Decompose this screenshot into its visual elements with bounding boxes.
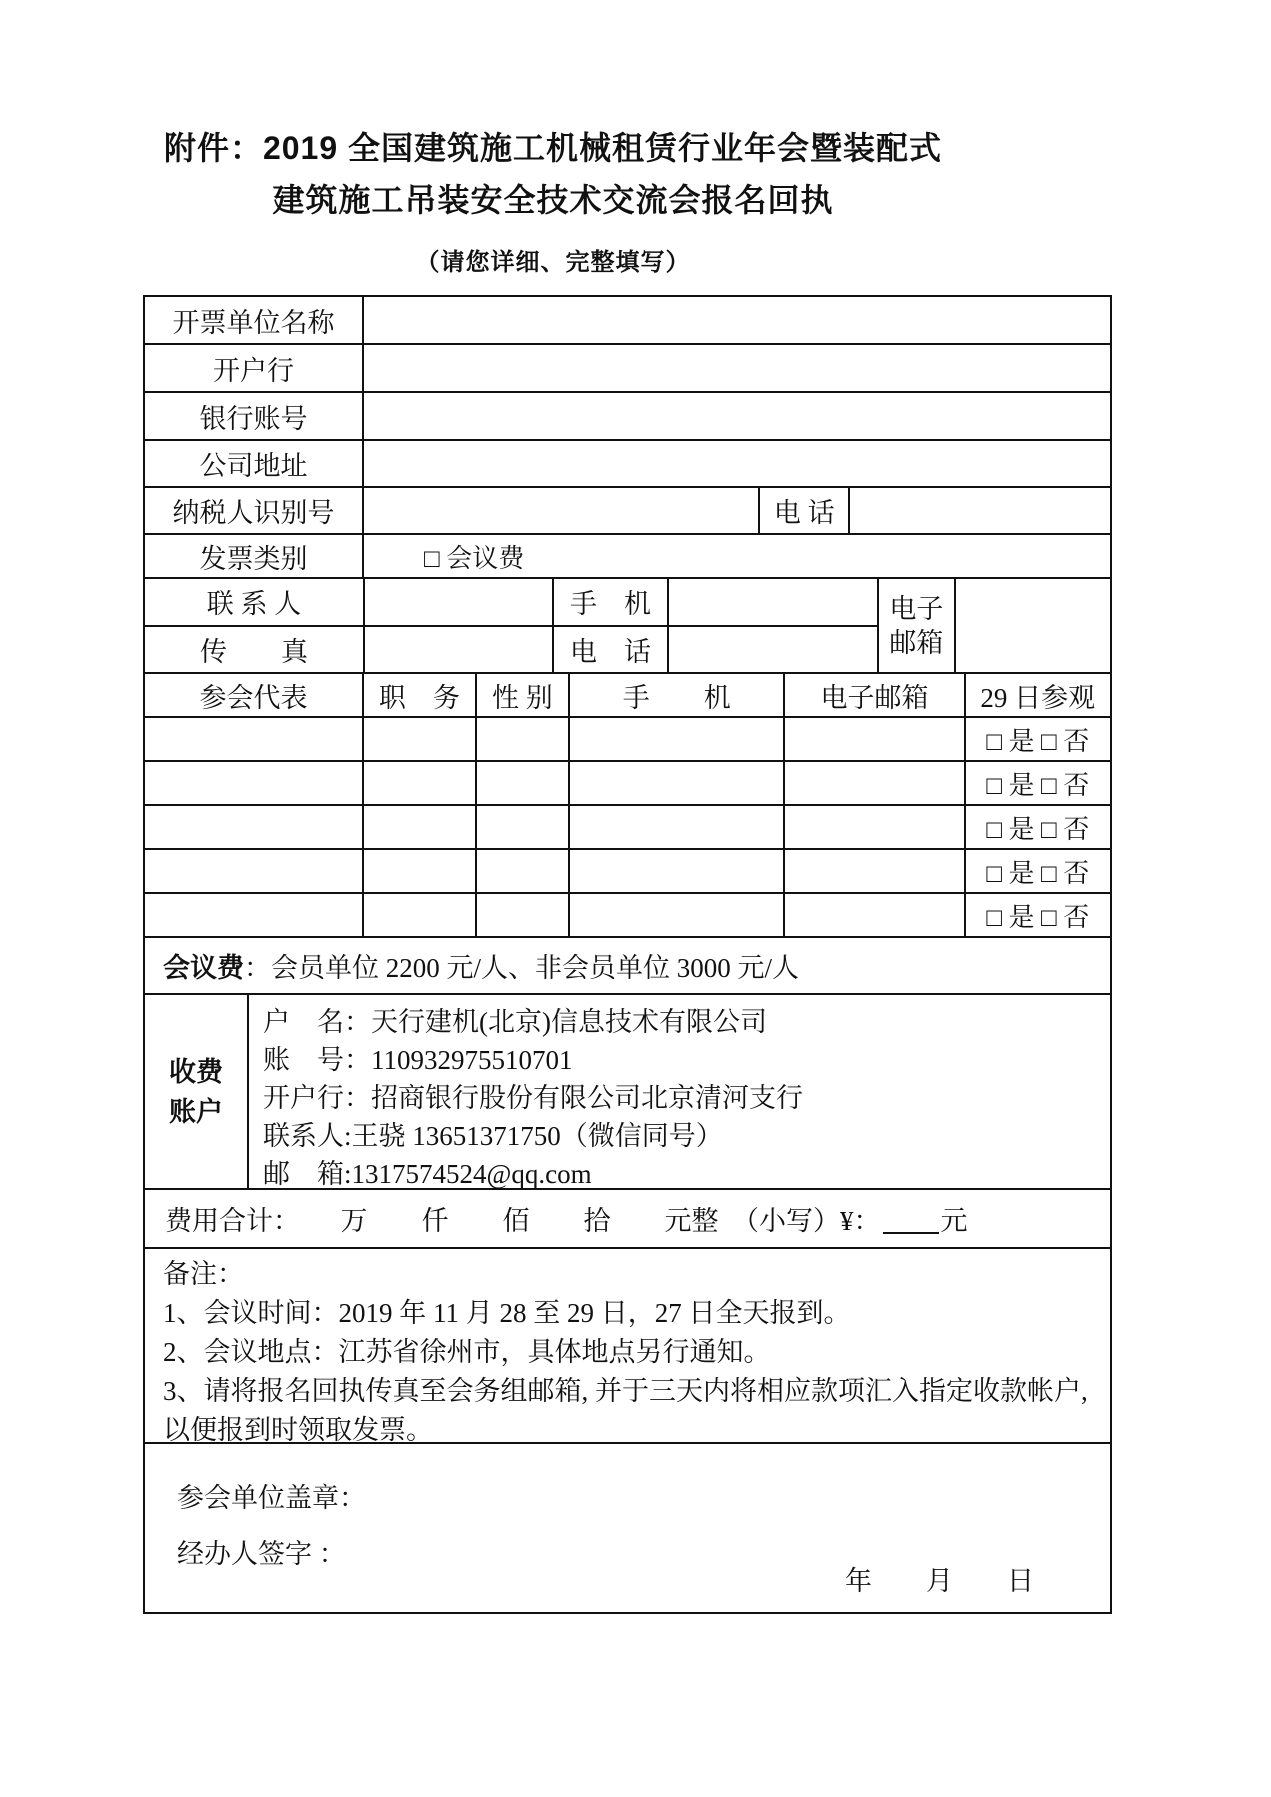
- participant-name-field[interactable]: [145, 762, 364, 804]
- page-title-line1: 附件：2019 全国建筑施工机械租赁行业年会暨装配式: [163, 130, 943, 166]
- phone-field[interactable]: [850, 488, 1110, 533]
- fill-instruction: （请您详细、完整填写）: [415, 249, 691, 276]
- contact-fax-grid: [145, 579, 879, 672]
- row-invoice-type: [145, 535, 1110, 579]
- participant-mobile-field[interactable]: [570, 894, 785, 936]
- row-signature: [145, 1444, 1110, 1612]
- account-bank: 开户行：招商银行股份有限公司北京清河支行: [263, 1083, 803, 1113]
- visit-yes-no-checkboxes[interactable]: □ 是 □ 否: [986, 814, 1090, 844]
- remarks-block: [145, 1249, 1110, 1445]
- participant-gender-field[interactable]: [477, 718, 571, 760]
- participant-email-field[interactable]: [785, 850, 965, 892]
- visit-yes-no-checkboxes[interactable]: □ 是 □ 否: [986, 726, 1090, 756]
- participant-gender-field[interactable]: [477, 850, 571, 892]
- row-total-fee: [145, 1190, 1110, 1249]
- row-bank-name: [145, 345, 1110, 393]
- account-email: 邮 箱:1317574524@qq.com: [263, 1159, 592, 1189]
- participants-header-row: [145, 674, 1110, 718]
- participant-row: [145, 718, 1110, 762]
- bank-name-label: 开户行: [145, 345, 364, 391]
- total-fee-text: 费用合计： 万 仟 佰 拾 元整 （小写）¥：: [165, 1206, 881, 1236]
- total-fee-line: [145, 1190, 1110, 1247]
- payment-account-label-line1: 收费: [169, 1056, 223, 1087]
- unit-stamp-label: 参会单位盖章：: [177, 1483, 366, 1513]
- participant-row: [145, 762, 1110, 806]
- row-payment-account: [145, 995, 1110, 1190]
- participant-name-field[interactable]: [145, 718, 364, 760]
- row-bank-account: [145, 393, 1110, 441]
- subrow-contact: [145, 579, 879, 627]
- participant-name-field[interactable]: [145, 806, 364, 848]
- company-address-field[interactable]: [364, 441, 1110, 486]
- participant-mobile-field[interactable]: [570, 718, 785, 760]
- participant-email-field[interactable]: [785, 762, 965, 804]
- invoice-type-option-cell: [364, 535, 1110, 577]
- participants-header-visit: 29 日参观: [980, 682, 1096, 713]
- fax-phone-field[interactable]: [669, 627, 879, 673]
- contact-mobile-label: 手 机: [554, 579, 669, 625]
- bank-name-field[interactable]: [364, 345, 1110, 391]
- registration-form-table: [143, 295, 1112, 1614]
- invoice-type-label: 发票类别: [145, 535, 364, 577]
- visit-yes-no-checkboxes[interactable]: □ 是 □ 否: [986, 902, 1090, 932]
- participant-name-field[interactable]: [145, 850, 364, 892]
- fax-phone-label: 电 话: [554, 627, 669, 673]
- contact-label: 联 系 人: [145, 579, 365, 625]
- participants-header-mobile: 手 机: [570, 674, 785, 716]
- document-heading: [143, 122, 963, 277]
- meeting-fee-checkbox[interactable]: □ 会议费: [424, 543, 525, 573]
- signature-block: [145, 1444, 1110, 1612]
- row-taxpayer-id: [145, 488, 1110, 535]
- visit-yes-no-checkboxes[interactable]: □ 是 □ 否: [986, 858, 1090, 888]
- account-number: 账 号：110932975510701: [263, 1045, 573, 1075]
- participant-mobile-field[interactable]: [570, 762, 785, 804]
- participant-row: [145, 850, 1110, 894]
- participant-mobile-field[interactable]: [570, 850, 785, 892]
- participant-gender-field[interactable]: [477, 762, 571, 804]
- remark-item-2: 2、会议地点：江苏省徐州市，具体地点另行通知。: [163, 1337, 771, 1367]
- participant-email-field[interactable]: [785, 806, 965, 848]
- remark-item-3: 3、请将报名回执传真至会务组邮箱, 并于三天内将相应款项汇入指定收款帐户,: [163, 1376, 1088, 1406]
- participant-row: [145, 806, 1110, 850]
- account-contact: 联系人:王骁 13651371750（微信同号）: [263, 1121, 723, 1151]
- invoice-unit-field[interactable]: [364, 297, 1110, 343]
- participant-title-field[interactable]: [364, 762, 477, 804]
- fax-field[interactable]: [365, 627, 554, 673]
- participant-email-field[interactable]: [785, 718, 965, 760]
- invoice-unit-label: 开票单位名称: [145, 297, 364, 343]
- participant-title-field[interactable]: [364, 806, 477, 848]
- payment-account-details: [249, 995, 1110, 1188]
- remark-item-1: 1、会议时间：2019 年 11 月 28 至 29 日，27 日全天报到。: [163, 1298, 851, 1328]
- email-field[interactable]: [956, 579, 1110, 672]
- participants-header-name: 参会代表: [145, 674, 364, 716]
- total-fee-amount-blank[interactable]: [883, 1204, 939, 1234]
- bank-account-label: 银行账号: [145, 393, 364, 439]
- participant-gender-field[interactable]: [477, 806, 571, 848]
- payment-account-label: [145, 995, 249, 1188]
- page-title-line2: 建筑施工吊装安全技术交流会报名回执: [272, 182, 834, 218]
- meeting-fee-text: ：会员单位 2200 元/人、非会员单位 3000 元/人: [244, 953, 800, 983]
- row-meeting-fee: [145, 938, 1110, 995]
- payment-account-label-line2: 账户: [169, 1096, 223, 1127]
- subrow-fax: [145, 627, 879, 673]
- row-company-address: [145, 441, 1110, 488]
- remarks-title: 备注：: [163, 1259, 244, 1289]
- row-remarks: [145, 1249, 1110, 1444]
- handler-signature-label: 经办人签字 ：: [177, 1539, 346, 1569]
- contact-field[interactable]: [365, 579, 554, 625]
- email-label-line2: 邮箱: [889, 627, 944, 658]
- participant-email-field[interactable]: [785, 894, 965, 936]
- email-label-line1: 电子: [889, 593, 944, 624]
- fax-label: 传 真: [145, 627, 365, 673]
- participant-gender-field[interactable]: [477, 894, 571, 936]
- remark-item-3-continued: 以便报到时领取发票。: [163, 1415, 433, 1445]
- row-invoice-unit: [145, 297, 1110, 345]
- participants-header-gender: 性 别: [477, 674, 571, 716]
- contact-mobile-field[interactable]: [669, 579, 879, 625]
- participant-title-field[interactable]: [364, 894, 477, 936]
- row-contact-fax: [145, 579, 1110, 674]
- taxpayer-id-label: 纳税人识别号: [145, 488, 364, 533]
- account-holder-name: 户 名：天行建机(北京)信息技术有限公司: [263, 1007, 767, 1037]
- date-blank-line: 年 月 日: [845, 1566, 1034, 1596]
- taxpayer-id-field[interactable]: [364, 488, 760, 533]
- meeting-fee-note: [145, 938, 1110, 993]
- participants-header-email: 电子邮箱: [785, 674, 965, 716]
- email-label: [879, 579, 956, 672]
- phone-label: 电 话: [760, 488, 850, 533]
- participants-header-title: 职 务: [364, 674, 477, 716]
- participant-title-field[interactable]: [364, 718, 477, 760]
- participant-row: [145, 894, 1110, 938]
- visit-yes-no-checkboxes[interactable]: □ 是 □ 否: [986, 770, 1090, 800]
- participant-name-field[interactable]: [145, 894, 364, 936]
- total-fee-unit: 元: [940, 1206, 968, 1236]
- company-address-label: 公司地址: [145, 441, 364, 486]
- meeting-fee-label: 会议费: [163, 953, 244, 983]
- participant-title-field[interactable]: [364, 850, 477, 892]
- participant-mobile-field[interactable]: [570, 806, 785, 848]
- bank-account-field[interactable]: [364, 393, 1110, 439]
